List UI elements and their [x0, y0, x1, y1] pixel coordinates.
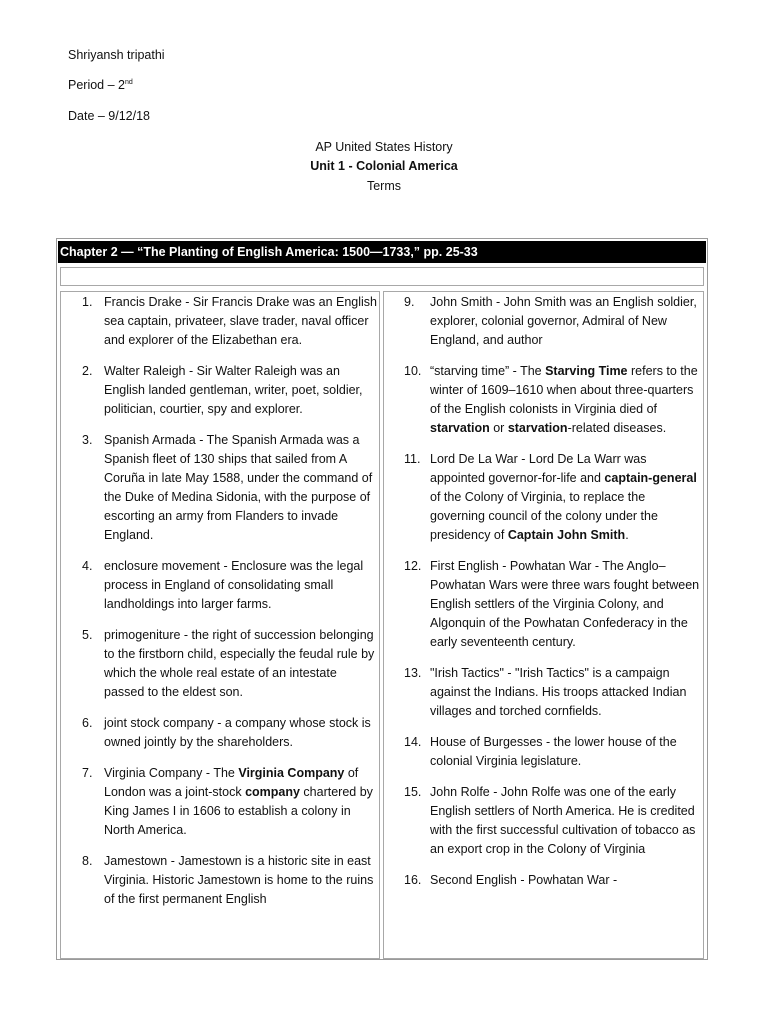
term-number: 9. [404, 295, 415, 309]
term-text-bold: starvation [430, 421, 490, 435]
term-number: 5. [82, 628, 93, 642]
terms-list-right [384, 292, 703, 890]
term-text-bold: captain-general [604, 471, 697, 485]
term-number: 2. [82, 364, 93, 378]
term-text [104, 433, 372, 542]
term-text-segment: Walter Raleigh - Sir Walter Raleigh was an English landed gentleman, writer, poet, soldier, politician, courtier, spy and explorer. [104, 364, 363, 416]
term-text-segment: -related diseases. [567, 421, 667, 435]
term-text-segment: Virginia Company - The [104, 766, 239, 780]
term-text-segment: of the Colony of Virginia, to replace the governing council of the colony under the presidency of [430, 490, 658, 542]
term-text-segment: enclosure movement - Enclosure was the legal process in England of consolidating small landholdings into larger farms. [104, 559, 364, 611]
term-text-segment: “starving time” - The [430, 364, 546, 378]
term-item [61, 764, 379, 840]
term-text [104, 766, 373, 837]
term-text-segment: of London was a joint-stock [104, 766, 359, 799]
term-text-segment: First English - Powhatan War - The Anglo–Powhatan Wars were three wars fought between English settlers of the Virginia Colony, and Algonquin of the Powhatan Confederacy in the early seventeenth century. [430, 559, 700, 649]
term-text-segment: Francis Drake - Sir Francis Drake was an English sea captain, privateer, slave trader, naval officer and explorer of the Elizabethan era. [104, 295, 377, 347]
term-number: 14. [404, 735, 422, 749]
term-text [104, 364, 363, 416]
term-number: 10. [404, 364, 422, 378]
term-number: 15. [404, 785, 422, 799]
term-number: 13. [404, 666, 422, 680]
term-text-bold: Starving Time [545, 364, 628, 378]
term-item [384, 557, 703, 652]
term-number: 12. [404, 559, 422, 573]
term-number: 8. [82, 854, 93, 868]
term-item [384, 871, 703, 890]
period-line [68, 78, 133, 92]
term-text-segment: Spanish Armada - The Spanish Armada was a Spanish fleet of 130 ships that sailed from A Coruña in late May 1588, under the command of the Duke of Medina Sidonia, with the purpose of escorting an army from Flanders to invade England. [104, 433, 373, 542]
term-item [384, 664, 703, 721]
term-text-segment: Lord De La War - Lord De La Warr was appointed governor-for-life and [430, 452, 647, 485]
term-text [430, 873, 617, 887]
term-text-segment: chartered by King James I in 1606 to establish a colony in North America. [104, 785, 373, 837]
student-name: Shriyansh tripathi [68, 48, 165, 62]
term-item [384, 733, 703, 771]
term-text-segment: John Smith - John Smith was an English soldier, explorer, colonial governor, Admiral of New England, and author [430, 295, 697, 347]
term-text-segment: Jamestown - Jamestown is a historic site in east Virginia. Historic Jamestown is home to the ruins of the first permanent English [104, 854, 374, 906]
terms-column-right [383, 291, 704, 959]
period-label: Period – 2 [68, 78, 125, 92]
term-item [61, 714, 379, 752]
term-text [430, 785, 695, 856]
term-number: 11. [404, 452, 421, 466]
term-text-segment: . [625, 528, 629, 542]
term-number: 1. [82, 295, 93, 309]
term-text [104, 628, 374, 699]
term-item [61, 557, 379, 614]
term-text [430, 735, 677, 768]
term-text-bold: Virginia Company [238, 766, 345, 780]
term-text [430, 295, 697, 347]
date-line: Date – 9/12/18 [68, 109, 151, 123]
term-text-segment: Second English - Powhatan War - [430, 873, 618, 887]
term-text [430, 452, 697, 542]
term-text [430, 364, 698, 435]
term-item [61, 362, 379, 419]
chapter-heading: Chapter 2 — “The Planting of English America: 1500—1733,” pp. 25-33 [58, 241, 706, 263]
term-item [61, 626, 379, 702]
term-text-segment: House of Burgesses - the lower house of the colonial Virginia legislature. [430, 735, 677, 768]
unit-title: Unit 1 - Colonial America [310, 159, 458, 173]
course-title: AP United States History [315, 140, 453, 154]
term-text [430, 666, 686, 718]
term-number: 4. [82, 559, 93, 573]
term-item [61, 852, 379, 909]
term-item [61, 431, 379, 545]
term-text-segment: John Rolfe - John Rolfe was one of the early English settlers of North America. He is credited with the first successful cultivation of tobacco as an export crop in the Colony of Virginia [430, 785, 696, 856]
term-text-bold: Captain John Smith [507, 528, 626, 542]
terms-subtitle: Terms [366, 179, 402, 193]
term-item [384, 293, 703, 350]
term-text [104, 295, 377, 347]
term-text-segment: refers to the winter of 1609–1610 when about three-quarters of the English colonists in Virginia died of [430, 364, 698, 416]
term-item [384, 362, 703, 438]
term-number: 6. [82, 716, 93, 730]
term-number: 16. [404, 873, 422, 887]
term-number: 7. [82, 766, 93, 780]
period-suffix: nd [124, 78, 133, 86]
terms-column-left [60, 291, 380, 959]
term-item [384, 450, 703, 545]
term-text-bold: starvation [507, 421, 568, 435]
term-text [430, 559, 699, 649]
term-text [104, 716, 371, 749]
terms-list-left [61, 292, 379, 909]
term-item [384, 783, 703, 859]
term-text-segment: joint stock company - a company whose stock is owned jointly by the shareholders. [104, 716, 371, 749]
term-text [104, 559, 363, 611]
empty-table-row [60, 267, 704, 286]
term-text-segment: "Irish Tactics" - "Irish Tactics" is a campaign against the Indians. His troops attacked Indian villages and torched cornfields. [430, 666, 687, 718]
terms-table [56, 238, 708, 960]
term-text-segment: primogeniture - the right of succession belonging to the firstborn child, especially the feudal rule by which the whole real estate of an intestate passed to the eldest son. [104, 628, 375, 699]
term-text [104, 854, 373, 906]
term-number: 3. [82, 433, 93, 447]
term-item [61, 293, 379, 350]
term-text-bold: company [245, 785, 300, 799]
term-text-segment: or [489, 421, 508, 435]
